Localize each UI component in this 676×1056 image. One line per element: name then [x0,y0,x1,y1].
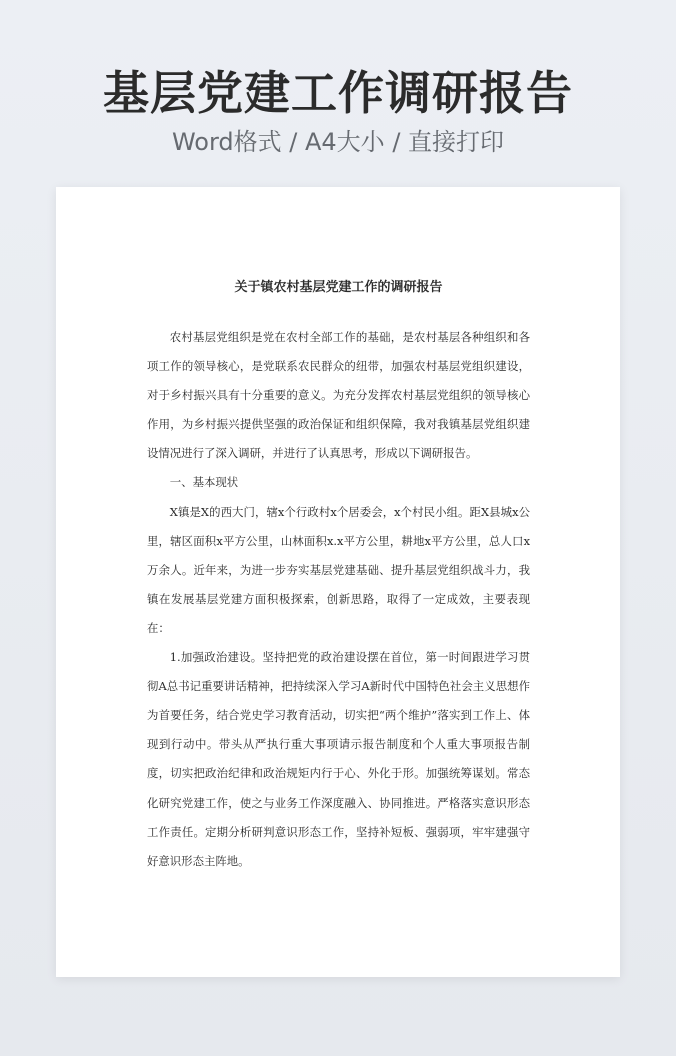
paragraph-intro: 农村基层党组织是党在农村全部工作的基础，是农村基层各种组织和各项工作的领导核心，是党联系农民群众的纽带，加强农村基层党组织建设，对于乡村振兴具有十分重要的意义。为充分发挥农村基层党组织的领导核心作用，为乡村振兴提供坚强的政治保证和组织保障，我对我镇基层党组织建设情况进行了深入调研，并进行了认真思考，形成以下调研报告。 [147,330,530,461]
document-page [56,187,620,977]
banner-subtitle: Word格式 / A4大小 / 直接打印 [171,128,505,156]
section-heading-basic-status: 一、基本现状 [169,475,239,490]
banner [0,62,676,158]
paragraph-town-overview: X镇是X的西大门，辖x个行政村x个居委会，x个村民小组。距X县城x公里，辖区面积x平方公里，山林面积x.x平方公里，耕地x平方公里，总人口x万余人。近年来，为进一步夯实基层党建基础、提升基层党组织战斗力，我镇在发展基层党建方面积极探索，创新思路，取得了一定成效，主要表现在： [147,504,530,635]
banner-title: 基层党建工作调研报告 [103,66,573,120]
paragraph-political-building: 1.加强政治建设。坚持把党的政治建设摆在首位，第一时间跟进学习贯彻A总书记重要讲话精神，把持续深入学习A新时代中国特色社会主义思想作为首要任务，结合党史学习教育活动，切实把“两个维护”落实到工作上、体现到行动中。带头从严执行重大事项请示报告制度和个人重大事项报告制度，切实把政治纪律和政治规矩内行于心、外化于形。加强统筹谋划。常态化研究党建工作，使之与业务工作深度融入、协同推进。严格落实意识形态工作责任。定期分析研判意识形态工作，坚持补短板、强弱项，牢牢建强守好意识形态主阵地。 [147,650,530,868]
document-body [147,279,530,876]
document-title: 关于镇农村基层党建工作的调研报告 [234,280,443,295]
